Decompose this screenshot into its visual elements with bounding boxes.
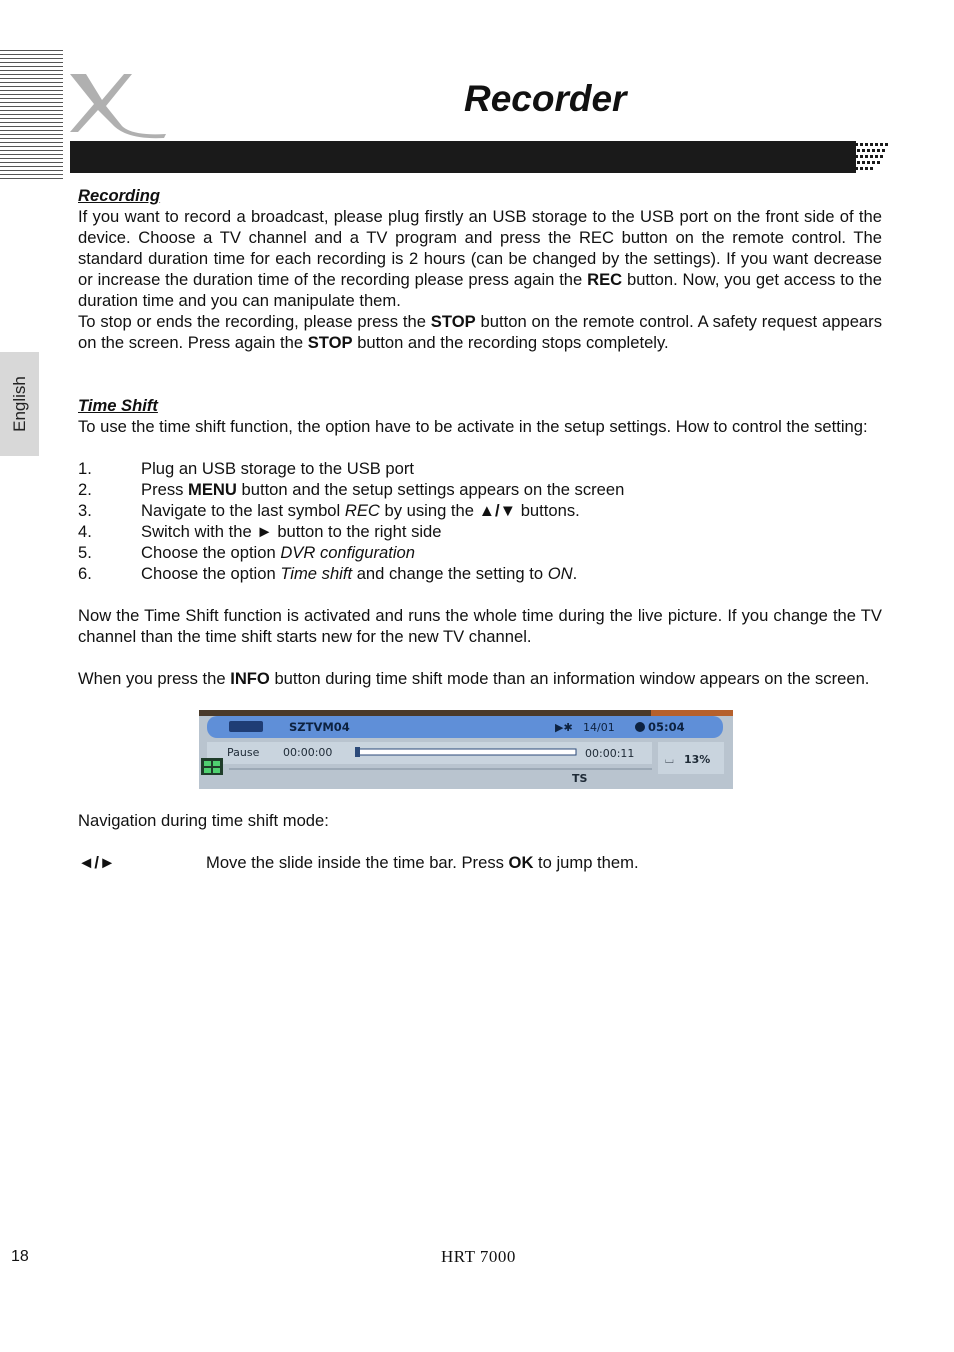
step-text [141, 563, 577, 584]
playback-status: Pause [227, 746, 260, 759]
recording-paragraph-1 [78, 206, 882, 311]
step-text [141, 542, 415, 563]
text-run: If you want to record a broadcast, please plug firstly an USB storage to the USB port on the front side of the device. Choose a TV channel and a TV program and press the REC button on the remote control. The standard duration time for each recording is 2 hours (can be changed by the settings). If you want decrease or increase the duration time of the recording please press again the [78, 207, 882, 289]
up-down-arrows-icon: ▲/▼ [478, 501, 517, 520]
info-date: 14/01 [583, 721, 615, 734]
timeshift-slider-handle [355, 747, 360, 757]
step-number: 4. [78, 522, 92, 541]
brand-x-logo [66, 66, 170, 140]
stop-keyword: STOP [307, 333, 353, 352]
rec-keyword: REC [587, 270, 623, 289]
text-run: Move the slide inside the time bar. Press [206, 853, 509, 872]
step-number: 6. [78, 564, 92, 583]
text-run: To stop or ends the recording, please press the [78, 312, 431, 331]
text-run: button and the setup settings appears on the screen [236, 480, 625, 499]
header-bar-dots [850, 141, 890, 173]
storage-icon: ⌴ [665, 753, 674, 766]
menu-keyword: MENU [188, 480, 237, 499]
clock-icon [635, 722, 645, 732]
text-run: Navigate to the last symbol [141, 501, 345, 520]
text-run: button on the remote control. A safety request appears on the screen. Press again the [78, 312, 882, 352]
dvr-option-name: DVR configuration [280, 543, 415, 562]
model-name: HRT 7000 [441, 1247, 516, 1266]
step-item [78, 500, 882, 521]
text-run: to jump them. [533, 853, 639, 872]
navigation-row [78, 852, 882, 873]
step-text [141, 500, 580, 521]
text-run: button. Now, you get access to the duration time and you can manipulate them. [78, 270, 882, 310]
timeshift-info-window-screenshot [199, 710, 733, 789]
timeshift-heading: Time Shift [78, 396, 158, 415]
navigation-description [206, 852, 639, 873]
timeshift-activated-paragraph: Now the Time Shift function is activated and runs the whole time during the live picture. If you change the TV channel than the time shift starts new for the new TV channel. [78, 606, 882, 646]
text-run: button during time shift mode than an information window appears on the screen. [269, 669, 870, 688]
rec-symbol-name: REC [344, 501, 380, 520]
language-label: English [9, 376, 29, 432]
info-clock: 05:04 [648, 720, 685, 734]
recording-paragraph-2 [78, 311, 882, 353]
text-run: buttons. [516, 501, 580, 520]
text-run: Choose the option [141, 564, 281, 583]
step-number: 1. [78, 459, 92, 478]
info-paragraph [78, 668, 882, 689]
text-run: . [572, 564, 578, 583]
timeshift-intro: To use the time shift function, the option have to be activate in the setup settings. How to control the setting: [78, 417, 868, 436]
step-item [78, 542, 882, 563]
mode-label: TS [572, 772, 588, 785]
step-item [78, 479, 882, 500]
language-tab [0, 352, 39, 456]
decorative-stripes [0, 50, 63, 180]
on-value: ON [547, 564, 573, 583]
timeshift-progress-track [356, 749, 576, 755]
step-text [141, 458, 414, 479]
step-text [141, 521, 442, 542]
elapsed-time: 00:00:00 [283, 746, 333, 759]
total-time: 00:00:11 [585, 747, 635, 760]
main-content [78, 185, 882, 873]
text-run: When you press the [78, 669, 231, 688]
channel-name: SZTVM04 [289, 720, 350, 734]
ok-keyword: OK [508, 853, 534, 872]
step-item [78, 521, 882, 542]
step-item [78, 458, 882, 479]
step-text [141, 479, 624, 500]
step-number: 5. [78, 543, 92, 562]
text-run: Choose the option [141, 543, 281, 562]
storage-percent: 13% [684, 753, 711, 766]
step-number: 2. [78, 480, 92, 499]
left-right-arrows-icon: ◄/► [78, 853, 116, 872]
text-run: by using the [379, 501, 479, 520]
text-run: and change the setting to [352, 564, 548, 583]
text-run: Switch with the ► button to the right side [141, 522, 442, 541]
header-bar [70, 141, 856, 173]
step-number: 3. [78, 501, 92, 520]
info-top-band [207, 716, 723, 738]
stop-keyword: STOP [430, 312, 476, 331]
page-title: Recorder [464, 78, 627, 119]
page-number: 18 [11, 1248, 29, 1265]
timeshift-option-name: Time shift [280, 564, 353, 583]
step-item [78, 563, 882, 584]
text-run: button and the recording stops completely. [352, 333, 669, 352]
text-run: Plug an USB storage to the USB port [141, 459, 415, 478]
text-run: Press [141, 480, 189, 499]
signal-icon: ▶✱ [555, 721, 573, 734]
info-keyword: INFO [230, 669, 270, 688]
navigation-intro: Navigation during time shift mode: [78, 811, 329, 830]
recording-heading: Recording [78, 186, 161, 205]
timeshift-steps [78, 458, 882, 584]
channel-list-icon [229, 721, 263, 732]
